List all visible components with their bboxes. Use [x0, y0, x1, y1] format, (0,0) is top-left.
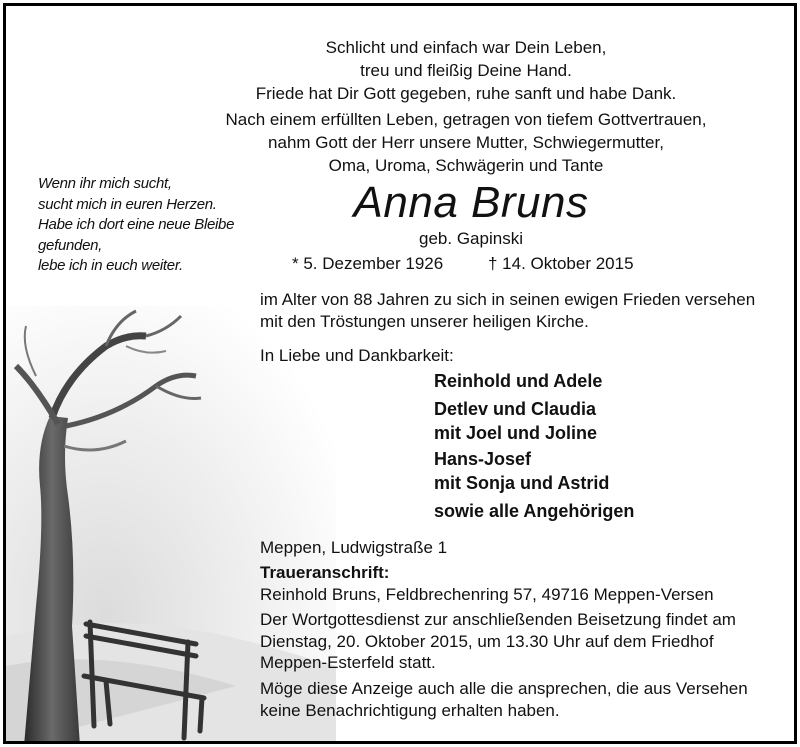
mourning-address	[260, 562, 780, 605]
closing-line: keine Benachrichtigung erhalten haben.	[260, 700, 560, 720]
family-entry: Detlev und Claudia	[434, 399, 597, 419]
family-entry: mit Joel und Joline	[434, 423, 598, 443]
service-line: Dienstag, 20. Oktober 2015, um 13.30 Uhr auf dem Friedhof	[260, 631, 714, 651]
verse-line: Friede hat Dir Gott gegeben, ruhe sanft und habe Dank.	[255, 84, 677, 103]
poem-line: Habe ich dort eine neue Bleibe	[38, 216, 235, 234]
service-text	[260, 609, 780, 674]
poem-line: sucht mich in euren Herzen.	[38, 195, 217, 213]
mourning-address-label: Traueranschrift:	[260, 563, 390, 582]
verse-line: treu und fleißig Deine Hand.	[360, 61, 572, 80]
family-entry: Reinhold und Adele	[434, 371, 603, 391]
poem-line: lebe ich in euch weiter.	[38, 257, 183, 275]
service-line: Meppen-Esterfeld statt.	[260, 653, 436, 672]
intro-line: Nach einem erfüllten Leben, getragen von tiefem Gottvertrauen,	[225, 110, 707, 129]
closing-line: Möge diese Anzeige auch alle die ansprechen, die aus Versehen	[260, 679, 748, 698]
passing-text	[260, 289, 780, 332]
poem-line: Wenn ihr mich sucht,	[38, 175, 172, 192]
family-entry: Hans-Josef	[434, 449, 532, 469]
intro-text	[166, 108, 766, 177]
mourning-address-value: Reinhold Bruns, Feldbrechenring 57, 49716 Meppen-Versen	[260, 584, 714, 604]
poem-line: gefunden,	[38, 236, 103, 254]
passing-line: mit den Tröstungen unserer heiligen Kirche.	[260, 311, 589, 331]
birth-date: * 5. Dezember 1926	[292, 254, 444, 273]
intro-line: Oma, Uroma, Schwägerin und Tante	[328, 156, 604, 175]
verse	[166, 36, 766, 105]
intro-line: nahm Gott der Herr unsere Mutter, Schwiegermutter,	[268, 133, 664, 152]
deceased-name: Anna Bruns	[353, 178, 589, 227]
service-line: Der Wortgottesdienst zur anschließenden Beisetzung findet am	[260, 610, 736, 629]
verse-line: Schlicht und einfach war Dein Leben,	[325, 38, 607, 57]
passing-line: im Alter von 88 Jahren zu sich in seinen ewigen Frieden versehen	[260, 290, 756, 309]
address-line: Meppen, Ludwigstraße 1	[260, 538, 448, 557]
family-entry: mit Sonja und Astrid	[434, 473, 610, 493]
obituary-frame	[3, 3, 797, 744]
poem	[38, 174, 248, 277]
death-date: † 14. Oktober 2015	[488, 254, 634, 273]
birth-name: geb. Gapinski	[419, 229, 523, 248]
love-line: In Liebe und Dankbarkeit:	[260, 346, 454, 365]
family-list	[434, 369, 764, 523]
closing-text	[260, 678, 780, 721]
family-entry: sowie alle Angehörigen	[434, 501, 635, 521]
